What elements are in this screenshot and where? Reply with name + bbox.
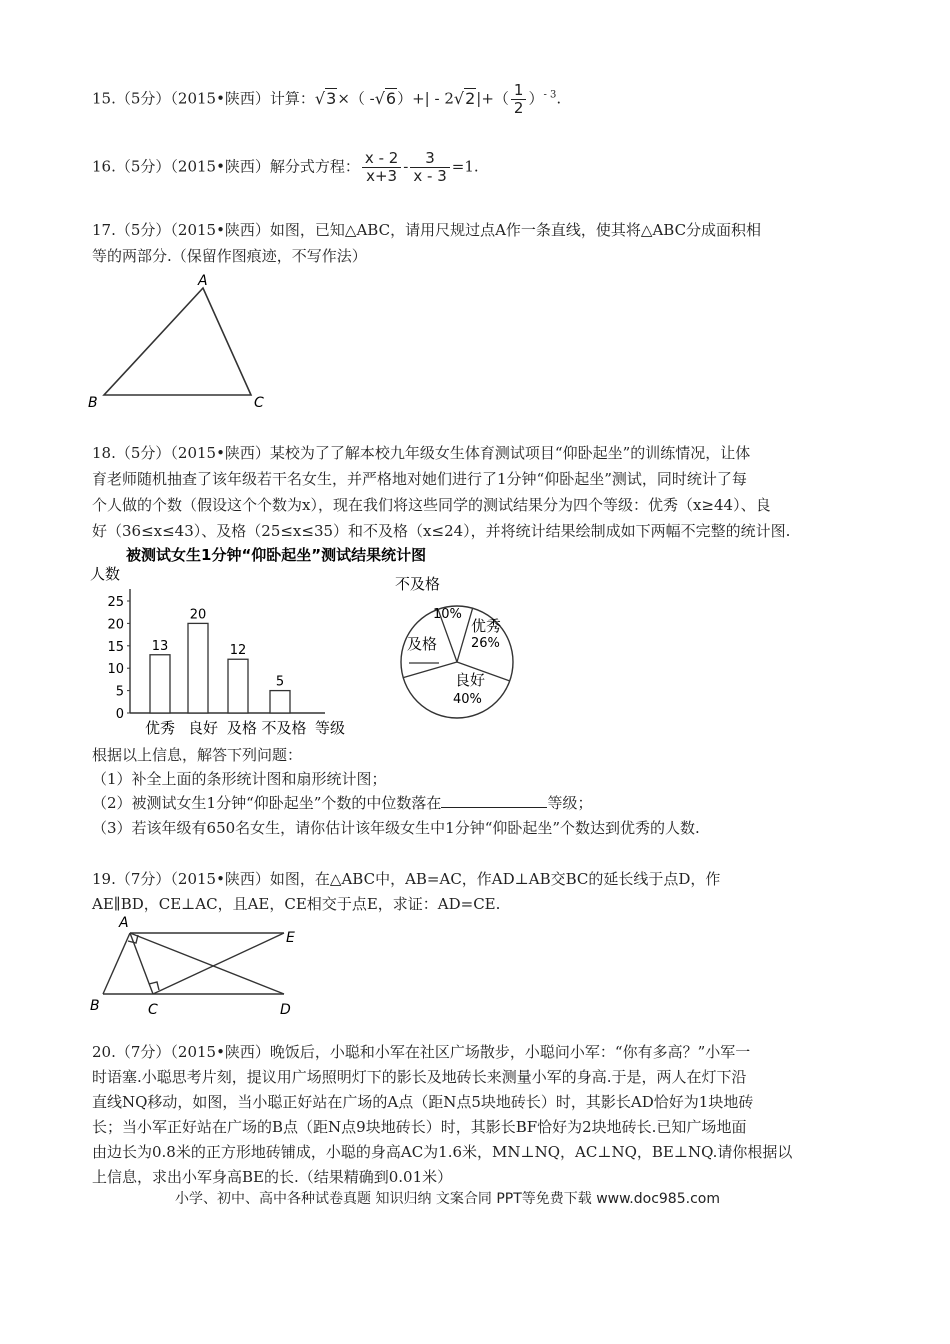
y-tick-label: 25: [107, 595, 124, 610]
y-tick-label: 5: [115, 684, 124, 700]
category-label: 及格: [226, 719, 258, 737]
q18-sub-2-text: （2）被测试女生1分钟“仰卧起坐”个数的中位数落在: [92, 794, 442, 812]
bar-chart: [90, 543, 427, 743]
bar-value-label: 20: [189, 607, 207, 623]
q15-prefix: 15.（5分）（2015•陕西）计算：: [92, 89, 315, 108]
q16-prefix: 16.（5分）（2015•陕西）解分式方程：: [92, 157, 360, 176]
fraction-1: $\frac{x - 2}{x+3}$: [362, 150, 401, 185]
q20-line-3: 直线NQ移动，如图，当小聪正好站在广场的A点（距N点5块地砖长）时，其影长AD恰好为1块地砖: [92, 1093, 754, 1111]
bar: [228, 659, 248, 713]
pie-chart: [395, 575, 535, 745]
q18-after: 根据以上信息，解答下列问题：: [92, 746, 303, 764]
q16-end: =1.: [451, 157, 479, 176]
q18-sub-3: （3）若该年级有650名女生，请你估计该年级女生中1分钟“仰卧起坐”个数达到优秀的人数.: [92, 819, 700, 837]
bar: [188, 623, 208, 713]
q15-exponent: - 3: [543, 89, 557, 101]
q15-times: ×（ -: [337, 89, 375, 108]
q15-mid: ）+| - 2: [397, 89, 454, 108]
label-a: A: [119, 915, 129, 931]
bar: [150, 655, 170, 713]
triangle-abc-figure: [84, 272, 274, 414]
y-tick-label: 20: [107, 617, 124, 633]
slice-label: 不及格: [395, 575, 441, 593]
label-c: C: [254, 395, 264, 411]
footer-text: 小学、初中、高中各种试卷真题 知识归纳 文案合同 PPT等免费下载 www.doc985.com: [175, 1191, 720, 1207]
q15-plus: |+（: [476, 89, 509, 108]
q18-line-1: 18.（5分）（2015•陕西）某校为了了解本校九年级女生体育测试项目“仰卧起坐”的训练情况，让体: [92, 444, 751, 462]
bar-value-label: 12: [229, 643, 247, 659]
sqrt-6: √6: [374, 88, 397, 108]
slice-value: 40%: [453, 692, 482, 707]
y-tick-label: 0: [115, 707, 124, 722]
label-b: B: [90, 998, 100, 1014]
q20-line-5: 由边长为0.8米的正方形地砖铺成，小聪的身高AC为1.6米，MN⊥NQ，AC⊥NQ，BE⊥NQ.请你根据以: [92, 1143, 793, 1161]
question-16: [92, 150, 479, 185]
q18-sub-2-end: 等级；: [547, 794, 593, 812]
q18-line-4: 好（36≤x≤43）、及格（25≤x≤35）和不及格（x≤24），并将统计结果绘制成如下两幅不完整的统计图.: [92, 522, 791, 540]
q20-line-6: 上信息，求出小军身高BE的长.（结果精确到0.01米）: [92, 1168, 453, 1186]
chart-title: 被测试女生1分钟“仰卧起坐”测试结果统计图: [126, 546, 427, 564]
q15-close: ）: [528, 89, 544, 108]
y-axis-label: 人数: [90, 565, 121, 583]
bar-value-label: 13: [151, 638, 169, 654]
y-tick-label: 10: [107, 662, 124, 678]
question-15: [92, 82, 561, 117]
q19-line-1: 19.（7分）（2015•陕西）如图，在△ABC中，AB=AC，作AD⊥AB交BC的延长线于点D，作: [92, 870, 721, 888]
x-axis-label: 等级: [315, 719, 346, 737]
slice-label: 良好: [455, 671, 486, 689]
y-tick-label: 15: [107, 639, 124, 655]
slice-value: 10%: [433, 607, 462, 622]
slice-label: 优秀: [471, 617, 502, 635]
bar: [270, 691, 290, 713]
q20-line-2: 时语塞.小聪思考片刻，提议用广场照明灯下的影长及地砖长来测量小军的身高.于是，两人在灯下沿: [92, 1068, 747, 1086]
q20-line-1: 20.（7分）（2015•陕西）晚饭后，小聪和小军在社区广场散步，小聪问小军：“你有多高？”小军一: [92, 1043, 751, 1061]
slice-value: 26%: [471, 636, 500, 651]
bar-value-label: 5: [275, 674, 285, 690]
label-b: B: [88, 395, 98, 411]
q18-line-2: 育老师随机抽查了该年级若干名女生，并严格地对她们进行了1分钟“仰卧起坐”测试，同时统计了每: [92, 470, 747, 488]
category-label: 良好: [187, 719, 219, 737]
label-e: E: [286, 930, 295, 946]
q18-sub-1: （1）补全上面的条形统计图和扇形统计图；: [92, 770, 387, 788]
q18-sub-2: [92, 792, 592, 814]
q17-line-1: 17.（5分）（2015•陕西）如图，已知△ABC，请用尺规过点A作一条直线，使其将△ABC分成面积相: [92, 221, 762, 239]
sqrt-3: √3: [314, 88, 337, 108]
q18-line-3: 个人做的个数（假设这个个数为x），现在我们将这些同学的测试结果分为四个等级：优秀（x≥44）、良: [92, 496, 771, 514]
q20-line-4: 长；当小军正好站在广场的B点（距N点9块地砖长）时，其影长BF恰好为2块地砖长.已知广场地面: [92, 1118, 747, 1136]
q17-line-2: 等的两部分.（保留作图痕迹，不写作法）: [92, 247, 367, 265]
geometry-figure-q19: [86, 910, 306, 1020]
sqrt-2: √2: [453, 88, 476, 108]
fraction-half: $\frac{1}{2}$: [511, 82, 527, 117]
label-d: D: [280, 1002, 291, 1018]
category-label: 不及格: [261, 719, 307, 737]
category-label: 优秀: [144, 719, 176, 737]
answer-blank: [441, 793, 547, 808]
q15-end: .: [556, 89, 562, 108]
q16-minus: -: [403, 157, 409, 176]
fraction-2: $\frac{3}{x - 3}$: [410, 150, 449, 185]
label-a: A: [198, 273, 208, 289]
label-c: C: [148, 1002, 158, 1018]
q19-line-2: AE∥BD，CE⊥AC，且AE，CE相交于点E，求证：AD=CE.: [92, 895, 501, 913]
slice-label: 及格: [407, 635, 438, 653]
